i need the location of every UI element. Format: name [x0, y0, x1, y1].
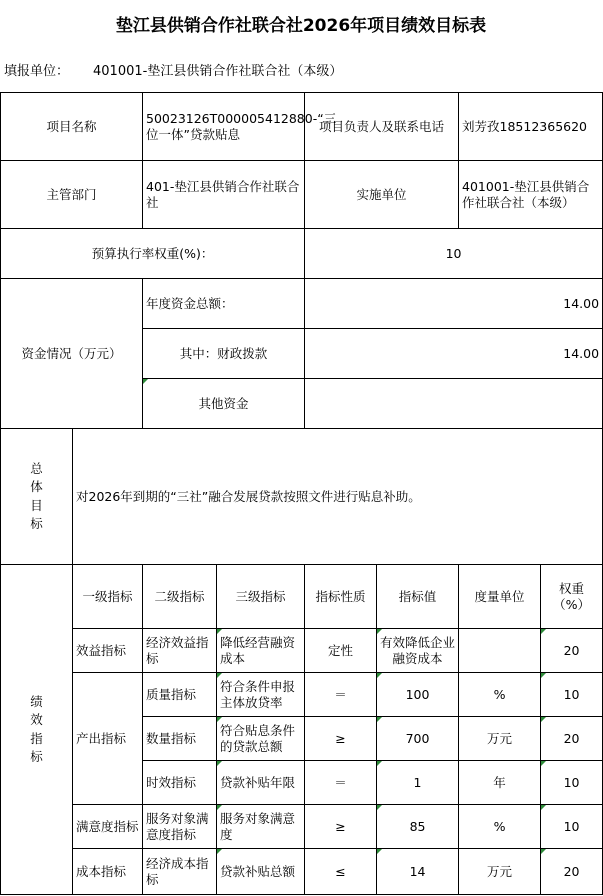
- cell-weight: 20: [541, 629, 603, 673]
- dept-value: 401-垫江县供销合作社联合社: [143, 161, 305, 229]
- cell-l3: 贷款补贴年限: [217, 761, 305, 805]
- header-l3: 三级指标: [217, 565, 305, 629]
- header-nature: 指标性质: [305, 565, 377, 629]
- cell-l1: 成本指标: [73, 849, 143, 895]
- cell-l2: 经济成本指标: [143, 849, 217, 895]
- table-row: [1, 629, 603, 673]
- cell-weight: 10: [541, 673, 603, 717]
- cell-l1: 效益指标: [73, 629, 143, 673]
- cell-unit: 年: [459, 761, 541, 805]
- perf-label-text: 绩效指标: [30, 694, 43, 764]
- table-row: [1, 673, 603, 717]
- cell-unit: [459, 629, 541, 673]
- cell-l2: 质量指标: [143, 673, 217, 717]
- impl-label: 实施单位: [305, 161, 459, 229]
- funds-total-value: 14.00: [305, 279, 603, 329]
- table-row: [1, 849, 603, 895]
- cell-l3: 符合条件申报主体放贷率: [217, 673, 305, 717]
- cell-weight: 20: [541, 849, 603, 895]
- goal-text: 对2026年到期的“三社”融合发展贷款按照文件进行贴息补助。: [73, 429, 603, 565]
- filler-value: 401001-垫江县供销合作社联合社（本级）: [93, 63, 343, 79]
- funds-label: 资金情况（万元）: [1, 279, 143, 429]
- weight-label: 预算执行率权重(%)：: [1, 229, 305, 279]
- perf-label: [1, 565, 73, 895]
- cell-value: 有效降低企业融资成本: [377, 629, 459, 673]
- dept-label: 主管部门: [1, 161, 143, 229]
- cell-l2: 时效指标: [143, 761, 217, 805]
- perf-header-row: [1, 565, 603, 629]
- department-row: [1, 161, 603, 229]
- cell-l3: 服务对象满意度: [217, 805, 305, 849]
- header-unit: 度量单位: [459, 565, 541, 629]
- project-name-label: 项目名称: [1, 93, 143, 161]
- contact-label: 项目负责人及联系电话: [305, 93, 459, 161]
- cell-l1: 满意度指标: [73, 805, 143, 849]
- filler-row: [0, 46, 602, 92]
- funds-total-row: [1, 279, 603, 329]
- cell-value: 14: [377, 849, 459, 895]
- funds-total-label: 年度资金总额：: [143, 279, 305, 329]
- contact-value: 刘芳孜18512365620: [459, 93, 603, 161]
- cell-unit: %: [459, 805, 541, 849]
- funds-fiscal-label: 其中：财政拨款: [143, 329, 305, 379]
- goal-label: [1, 429, 73, 565]
- cell-nature: ≤: [305, 849, 377, 895]
- cell-value: 700: [377, 717, 459, 761]
- header-weight: 权重（%）: [541, 565, 603, 629]
- cell-value: 1: [377, 761, 459, 805]
- cell-nature: ＝: [305, 673, 377, 717]
- cell-value: 100: [377, 673, 459, 717]
- cell-nature: ＝: [305, 761, 377, 805]
- cell-unit: 万元: [459, 849, 541, 895]
- filler-label: 填报单位：: [4, 63, 70, 79]
- header-value: 指标值: [377, 565, 459, 629]
- cell-value: 85: [377, 805, 459, 849]
- cell-nature: ≥: [305, 717, 377, 761]
- cell-l2: 数量指标: [143, 717, 217, 761]
- cell-nature: ≥: [305, 805, 377, 849]
- cell-l2: 服务对象满意度指标: [143, 805, 217, 849]
- cell-unit: %: [459, 673, 541, 717]
- funds-other-value: [305, 379, 603, 429]
- header-l1: 一级指标: [73, 565, 143, 629]
- funds-fiscal-value: 14.00: [305, 329, 603, 379]
- cell-weight: 10: [541, 761, 603, 805]
- page-title: 垫江县供销合作社联合社2026年项目绩效目标表: [115, 15, 487, 36]
- cell-l3: 降低经营融资成本: [217, 629, 305, 673]
- weight-value: 10: [305, 229, 603, 279]
- goal-row: [1, 429, 603, 565]
- cell-l1: 产出指标: [73, 673, 143, 805]
- goal-label-text: 总体目标: [30, 461, 43, 531]
- cell-l3: 符合贴息条件的贷款总额: [217, 717, 305, 761]
- project-name-value: 50023126T000005412880-“三位一体”贷款贴息: [143, 93, 305, 161]
- cell-weight: 10: [541, 805, 603, 849]
- cell-weight: 20: [541, 717, 603, 761]
- header-l2: 二级指标: [143, 565, 217, 629]
- performance-table: [0, 92, 603, 895]
- cell-nature: 定性: [305, 629, 377, 673]
- funds-other-label: 其他资金: [143, 379, 305, 429]
- cell-l2: 经济效益指标: [143, 629, 217, 673]
- project-name-row: [1, 93, 603, 161]
- cell-l3: 贷款补贴总额: [217, 849, 305, 895]
- cell-unit: 万元: [459, 717, 541, 761]
- budget-weight-row: [1, 229, 603, 279]
- impl-value: 401001-垫江县供销合作社联合社（本级）: [459, 161, 603, 229]
- table-row: [1, 805, 603, 849]
